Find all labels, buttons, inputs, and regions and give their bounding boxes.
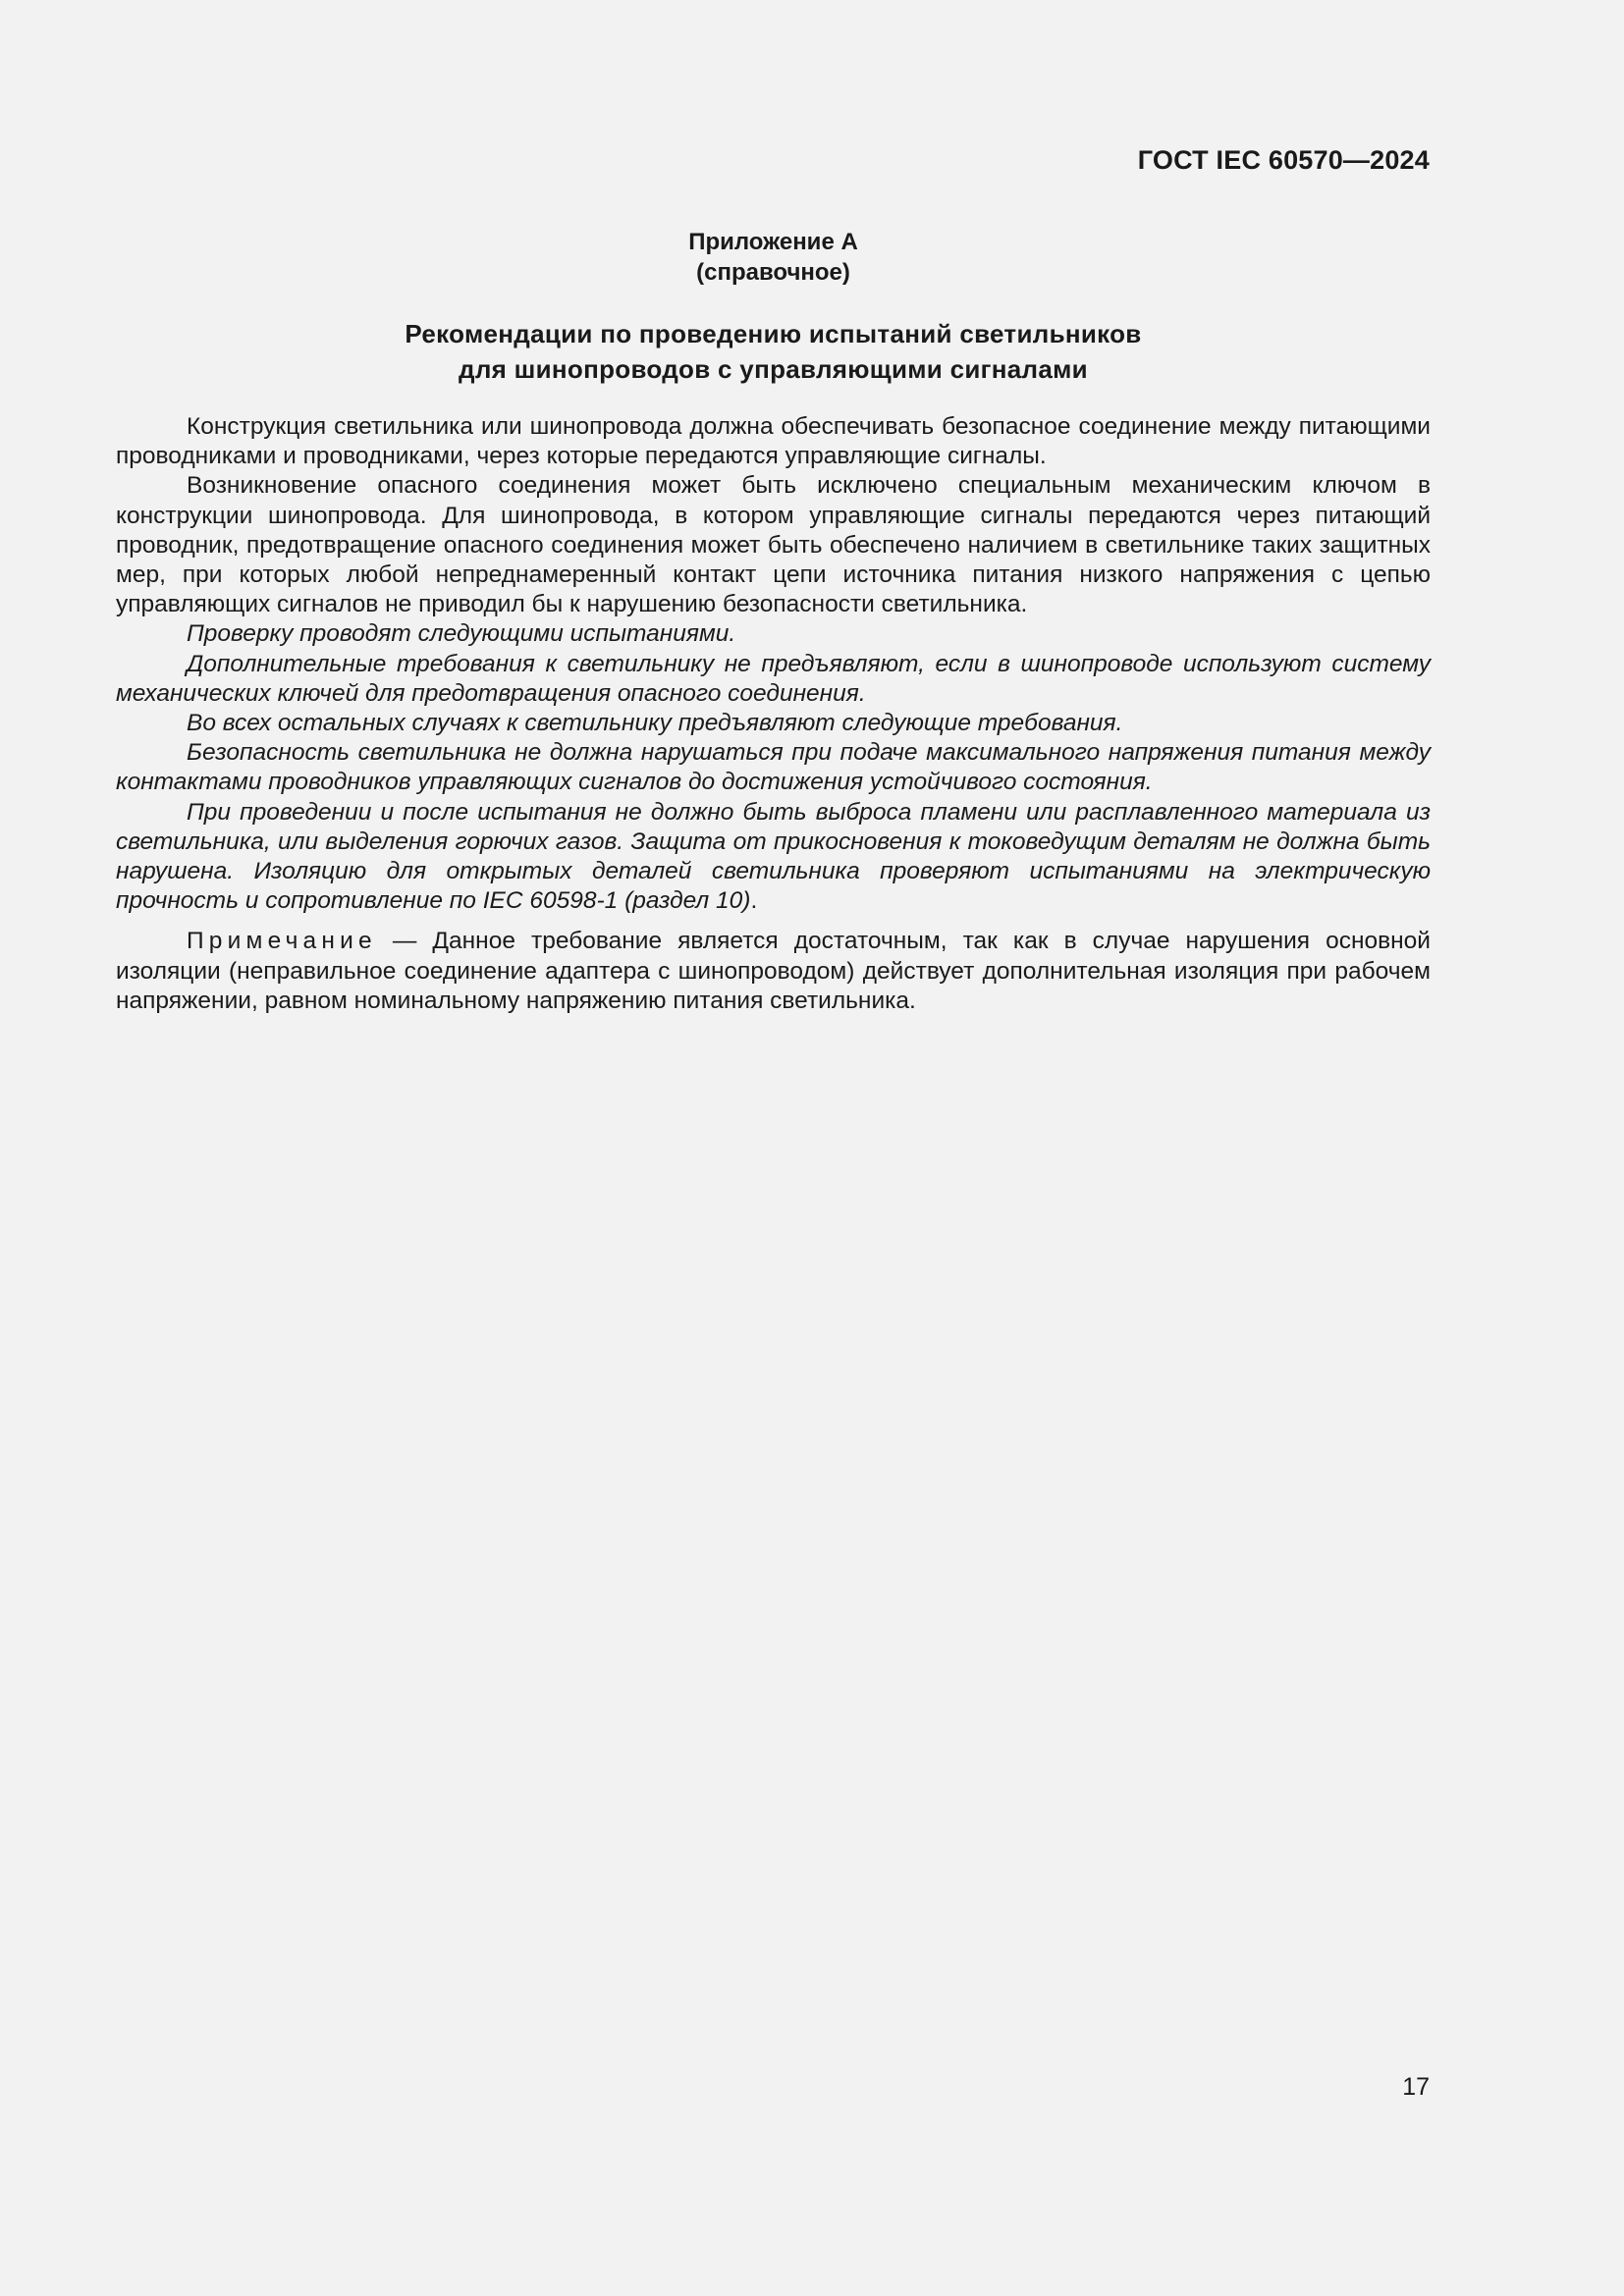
page-number: 17 bbox=[1402, 2073, 1430, 2101]
paragraph-7-end: . bbox=[750, 887, 758, 915]
note-paragraph bbox=[116, 927, 1431, 1016]
paragraph-1: Конструкция светильника или шинопровода должна обеспечивать безопасное соединение между питающими проводниками и проводниками, через которые передаются управляющие сигналы. bbox=[116, 413, 1431, 470]
annex-title-line-1: Рекомендации по проведению испытаний светильников bbox=[405, 319, 1142, 348]
paragraph-7-text: При проведении и после испытания не должно быть выброса пламени или расплавленного материала из светильника, или выделения горючих газов. Защита от прикосновения к токоведущим деталям не должна быть нарушена. Изоляцию для открытых деталей светильника проверяют испытаниями на электрическую прочность и сопротивление по IEC 60598-1 (раздел 10) bbox=[116, 798, 1431, 915]
annex-body bbox=[116, 412, 1431, 1016]
paragraph-6: Безопасность светильника не должна нарушаться при подаче максимального напряжения питания между контактами проводников управляющих сигналов до достижения устойчивого состояния. bbox=[116, 739, 1431, 796]
note-label: Примечание bbox=[187, 928, 377, 955]
annex-heading bbox=[0, 227, 1546, 288]
annex-status: (справочное) bbox=[696, 259, 850, 286]
paragraph-2: Возникновение опасного соединения может быть исключено специальным механическим ключом в конструкции шинопровода. Для шинопровода, в котором управляющие сигналы передаются через питающий проводник, предотвращение опасного соединения может быть обеспечено наличием в светильнике таких защитных мер, при которых любой непреднамеренный контакт цепи источника питания низкого напряжения с цепью управляющих сигналов не приводил бы к нарушению безопасности светильника. bbox=[116, 472, 1431, 618]
paragraph-3: Проверку проводят следующими испытаниями. bbox=[187, 620, 736, 648]
annex-title-line-2: для шинопроводов с управляющими сигналами bbox=[459, 354, 1088, 384]
paragraph-5: Во всех остальных случаях к светильнику предъявляют следующие требования. bbox=[187, 710, 1123, 737]
paragraph-7 bbox=[116, 798, 1431, 917]
document-code: ГОСТ IEC 60570—2024 bbox=[1137, 145, 1430, 175]
annex-title bbox=[0, 316, 1546, 387]
paragraph-4: Дополнительные требования к светильнику не предъявляют, если в шинопроводе используют систему механических ключей для предотвращения опасного соединения. bbox=[116, 650, 1431, 707]
annex-label: Приложение А bbox=[688, 229, 858, 255]
note-text: — Данное требование является достаточным, так как в случае нарушения основной изоляции (неправильное соединение адаптера с шинопроводом) действует дополнительная изоляция при рабочем напряжении, равном номинальному напряжению питания светильника. bbox=[116, 928, 1431, 1014]
